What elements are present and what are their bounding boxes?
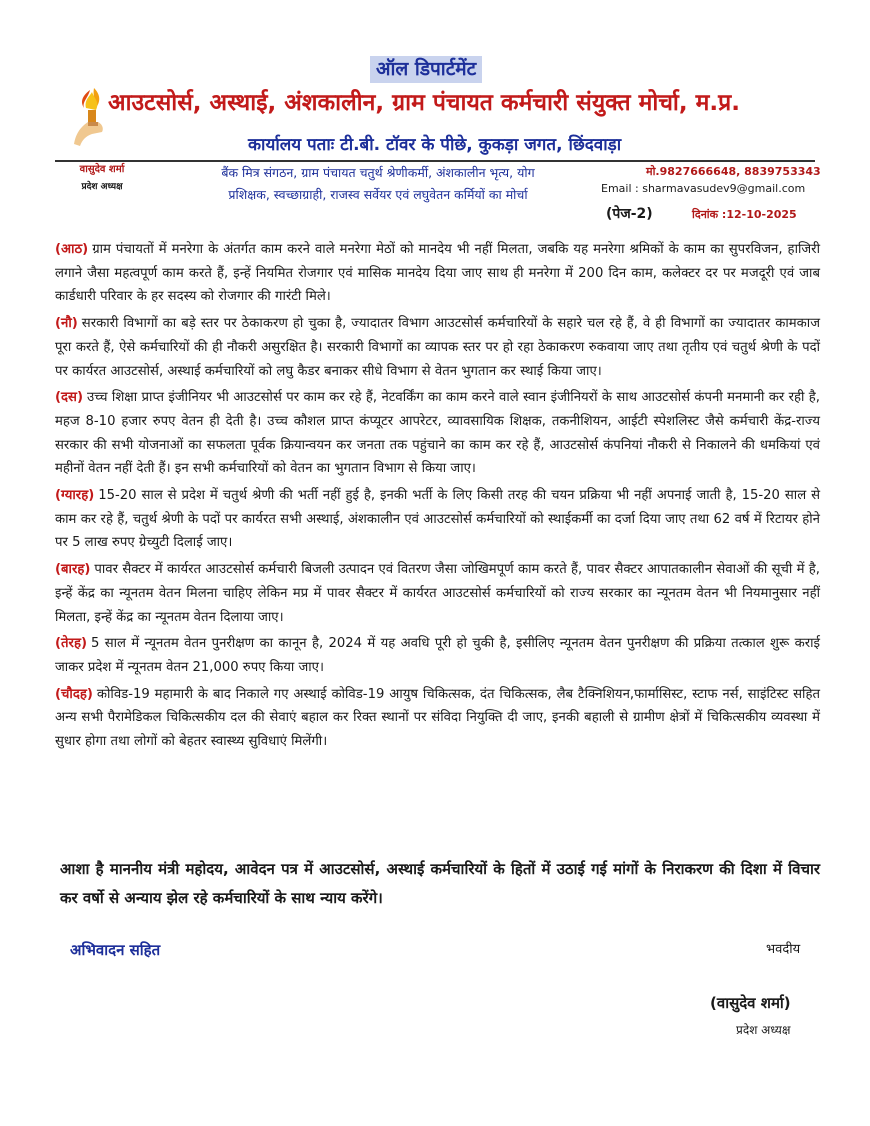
member-organizations-line-1: बैंक मित्र संगठन, ग्राम पंचायत चतुर्थ श्रेणीकर्मी, अंशकालीन भृत्य, योग xyxy=(221,165,535,180)
demand-item xyxy=(55,558,820,629)
letter-date: दिनांक :12-10-2025 xyxy=(692,208,797,221)
demand-item xyxy=(55,484,820,555)
demand-number: (नौ) xyxy=(55,316,78,332)
member-organizations-line-2: प्रशिक्षक, स्वच्छाग्राही, राजस्व सर्वेयर एवं लघुवेतन कर्मियों का मोर्चा xyxy=(228,187,528,202)
president-title: प्रदेश अध्यक्ष xyxy=(81,182,123,192)
demand-number: (आठ) xyxy=(55,242,89,257)
demand-number: (ग्यारह) xyxy=(55,488,95,504)
demand-number: (बारह) xyxy=(55,562,91,578)
demands-list xyxy=(55,238,820,757)
demand-text: ग्राम पंचायतों में मनरेगा के अंतर्गत काम करने वाले मनरेगा मेठों को मानदेय भी नहीं मिलता, जबकि यह मनरेगा श्रमिकों के काम का सुपरविजन, हाजिरी लगाने जैसा महत्वपूर्ण काम करते हैं, इन्हें नियमित रोजगार एवं मासिक मानदेय दिया जाए साथ ही मनरेगा में 200 दिन काम, कलेक्टर दर पर मजदूरी एवं जाब कार्डधारी परिवार के हर सदस्य को रोजगार की गारंटी मिले। xyxy=(55,242,820,305)
organization-name: आउटसोर्स, अस्थाई, अंशकालीन, ग्राम पंचायत कर्मचारी संयुक्त मोर्चा, म.प्र. xyxy=(108,90,740,116)
demand-number: (तेरह) xyxy=(55,636,87,652)
demand-number: (दस) xyxy=(55,390,83,406)
yours-faithfully: भवदीय xyxy=(766,942,801,957)
signature-name: (वासुदेव शर्मा) xyxy=(710,994,791,1012)
greeting: अभिवादन सहित xyxy=(70,941,161,959)
mobile-numbers: मो.9827666648, 8839753343 xyxy=(646,165,821,178)
demand-text: सरकारी विभागों का बड़े स्तर पर ठेकाकरण हो चुका है, ज्यादातर विभाग आउटसोर्स कर्मचारियों के सहारे चल रहे हैं, वे ही विभागों का ज्यादातर कामकाज पूरा करते हैं, ऐसे कर्मचारियों की ही नौकरी असुरक्षित है। सरकारी विभागों का व्यापक स्तर पर हो रहा ठेकाकरण रुकवाया जाए तथा तृतीय एवं चतुर्थ श्रेणी के पदों पर कार्यरत आउटसोर्स, अस्थाई कर्मचारियों को लघु कैडर बनाकर सीधे विभाग से वेतन भुगतान कर स्थाई किया जाए। xyxy=(55,316,820,379)
demand-text: 5 साल में न्यूनतम वेतन पुनरीक्षण का कानून है, 2024 में यह अवधि पूरी हो चुकी है, इसीलिए न्यूनतम वेतन पुनरीक्षण की प्रक्रिया तत्काल शुरू कराई जाकर प्रदेश में न्यूनतम वेतन 21,000 रुपए किया जाए। xyxy=(55,636,820,675)
page-number: (पेज-2) xyxy=(606,206,653,222)
office-address: कार्यालय पताः टी.बी. टॉवर के पीछे, कुकड़ा जगत, छिंदवाड़ा xyxy=(248,135,622,155)
demand-item xyxy=(55,683,820,754)
demand-item xyxy=(55,386,820,481)
demand-text: कोविड-19 महामारी के बाद निकाले गए अस्थाई कोविड-19 आयुष चिकित्सक, दंत चिकित्सक, लैब टैक्निशियन,फार्मासिस्ट, स्टाफ नर्स, साइंटिस्ट सहित अन्य सभी पैरामेडिकल चिकित्सकीय दल की सेवाएं बहाल कर रिक्त स्थानों पर संविदा नियुक्ति दी जाए, इनकी बहाली से ग्रामीण क्षेत्रों में चिकित्सकीय व्यवस्था में सुधार होगा तथा लोगों को बेहतर स्वास्थ्य सुविधाएं मिलेंगी। xyxy=(55,686,820,750)
demand-text: पावर सैक्टर में कार्यरत आउटसोर्स कर्मचारी बिजली उत्पादन एवं वितरण जैसा जोखिमपूर्ण काम करते हैं, पावर सैक्टर आपातकालीन सेवाओं की सूची में है, इन्हें केंद्र का न्यूनतम वेतन मिलना चाहिए लेकिन मप्र में पावर सैक्टर में कार्यरत आउटसोर्स कर्मचारियों को राज्य सरकार का न्यूनतम वेतन भी नियमानुसार नहीं मिलता, इन्हें केंद्र का न्यूनतम वेतन दिलाया जाए। xyxy=(55,562,820,625)
closing-paragraph: आशा है माननीय मंत्री महोदय, आवेदन पत्र में आउटसोर्स, अस्थाई कर्मचारियों के हितों में उठाई गई मांगों के निराकरण की दिशा में विचार कर वर्षो से अन्याय झेल रहे कर्मचारियों के साथ न्याय करेंगे। xyxy=(60,860,820,907)
president-name: वासुदेव शर्मा xyxy=(79,164,125,175)
demand-number: (चौदह) xyxy=(55,686,93,702)
signature-title: प्रदेश अध्यक्ष xyxy=(736,1023,791,1037)
department-heading: ऑल डिपार्टमेंट xyxy=(370,56,482,83)
demand-text: उच्च शिक्षा प्राप्त इंजीनियर भी आउटसोर्स पर काम कर रहे हैं, नेटवर्किंग का काम करने वाले स्वान इंजीनियरों के साथ आउटसोर्स कंपनी मनमानी कर रही है, महज 8-10 हजार रुपए वेतन ही देती है। उच्च कौशल प्राप्त कंप्यूटर आपरेटर, व्यावसायिक शिक्षक, तकनीशियन, आईटी स्पेशलिस्ट जैसे कर्मचारी केंद्र-राज्य सरकार की सभी योजनाओं का सफलता पूर्वक क्रियान्वयन कर जनता तक पहुंचाने का काम कर रहे हैं, आउटसोर्स कंपनियां नौकरी से निकालने की धमकियां एवं महीनों वेतन नहीं देती हैं। इन सभी कर्मचारियों को वेतन का भुगतान विभाग से किया जाए। xyxy=(55,390,821,477)
member-organizations xyxy=(158,162,598,206)
demand-item xyxy=(55,238,820,309)
demand-text: 15-20 साल से प्रदेश में चतुर्थ श्रेणी की भर्ती नहीं हुई है, इनकी भर्ती के लिए किसी तरह की चयन प्रक्रिया भी नहीं अपनाई जाती है, 15-20 साल से काम कर रहे हैं, चतुर्थ श्रेणी के पदों पर कार्यरत सभी अस्थाई, अंशकालीन एवं आउटसोर्स कर्मचारियों को स्थाईकर्मी का दर्जा दिया जाए तथा 62 वर्ष में रिटायर होने पर 5 लाख रुपए ग्रेच्युटी दिलाई जाए। xyxy=(55,488,820,551)
demand-item xyxy=(55,632,820,679)
email-address: Email : sharmavasudev9@gmail.com xyxy=(601,182,806,195)
demand-item xyxy=(55,312,820,383)
